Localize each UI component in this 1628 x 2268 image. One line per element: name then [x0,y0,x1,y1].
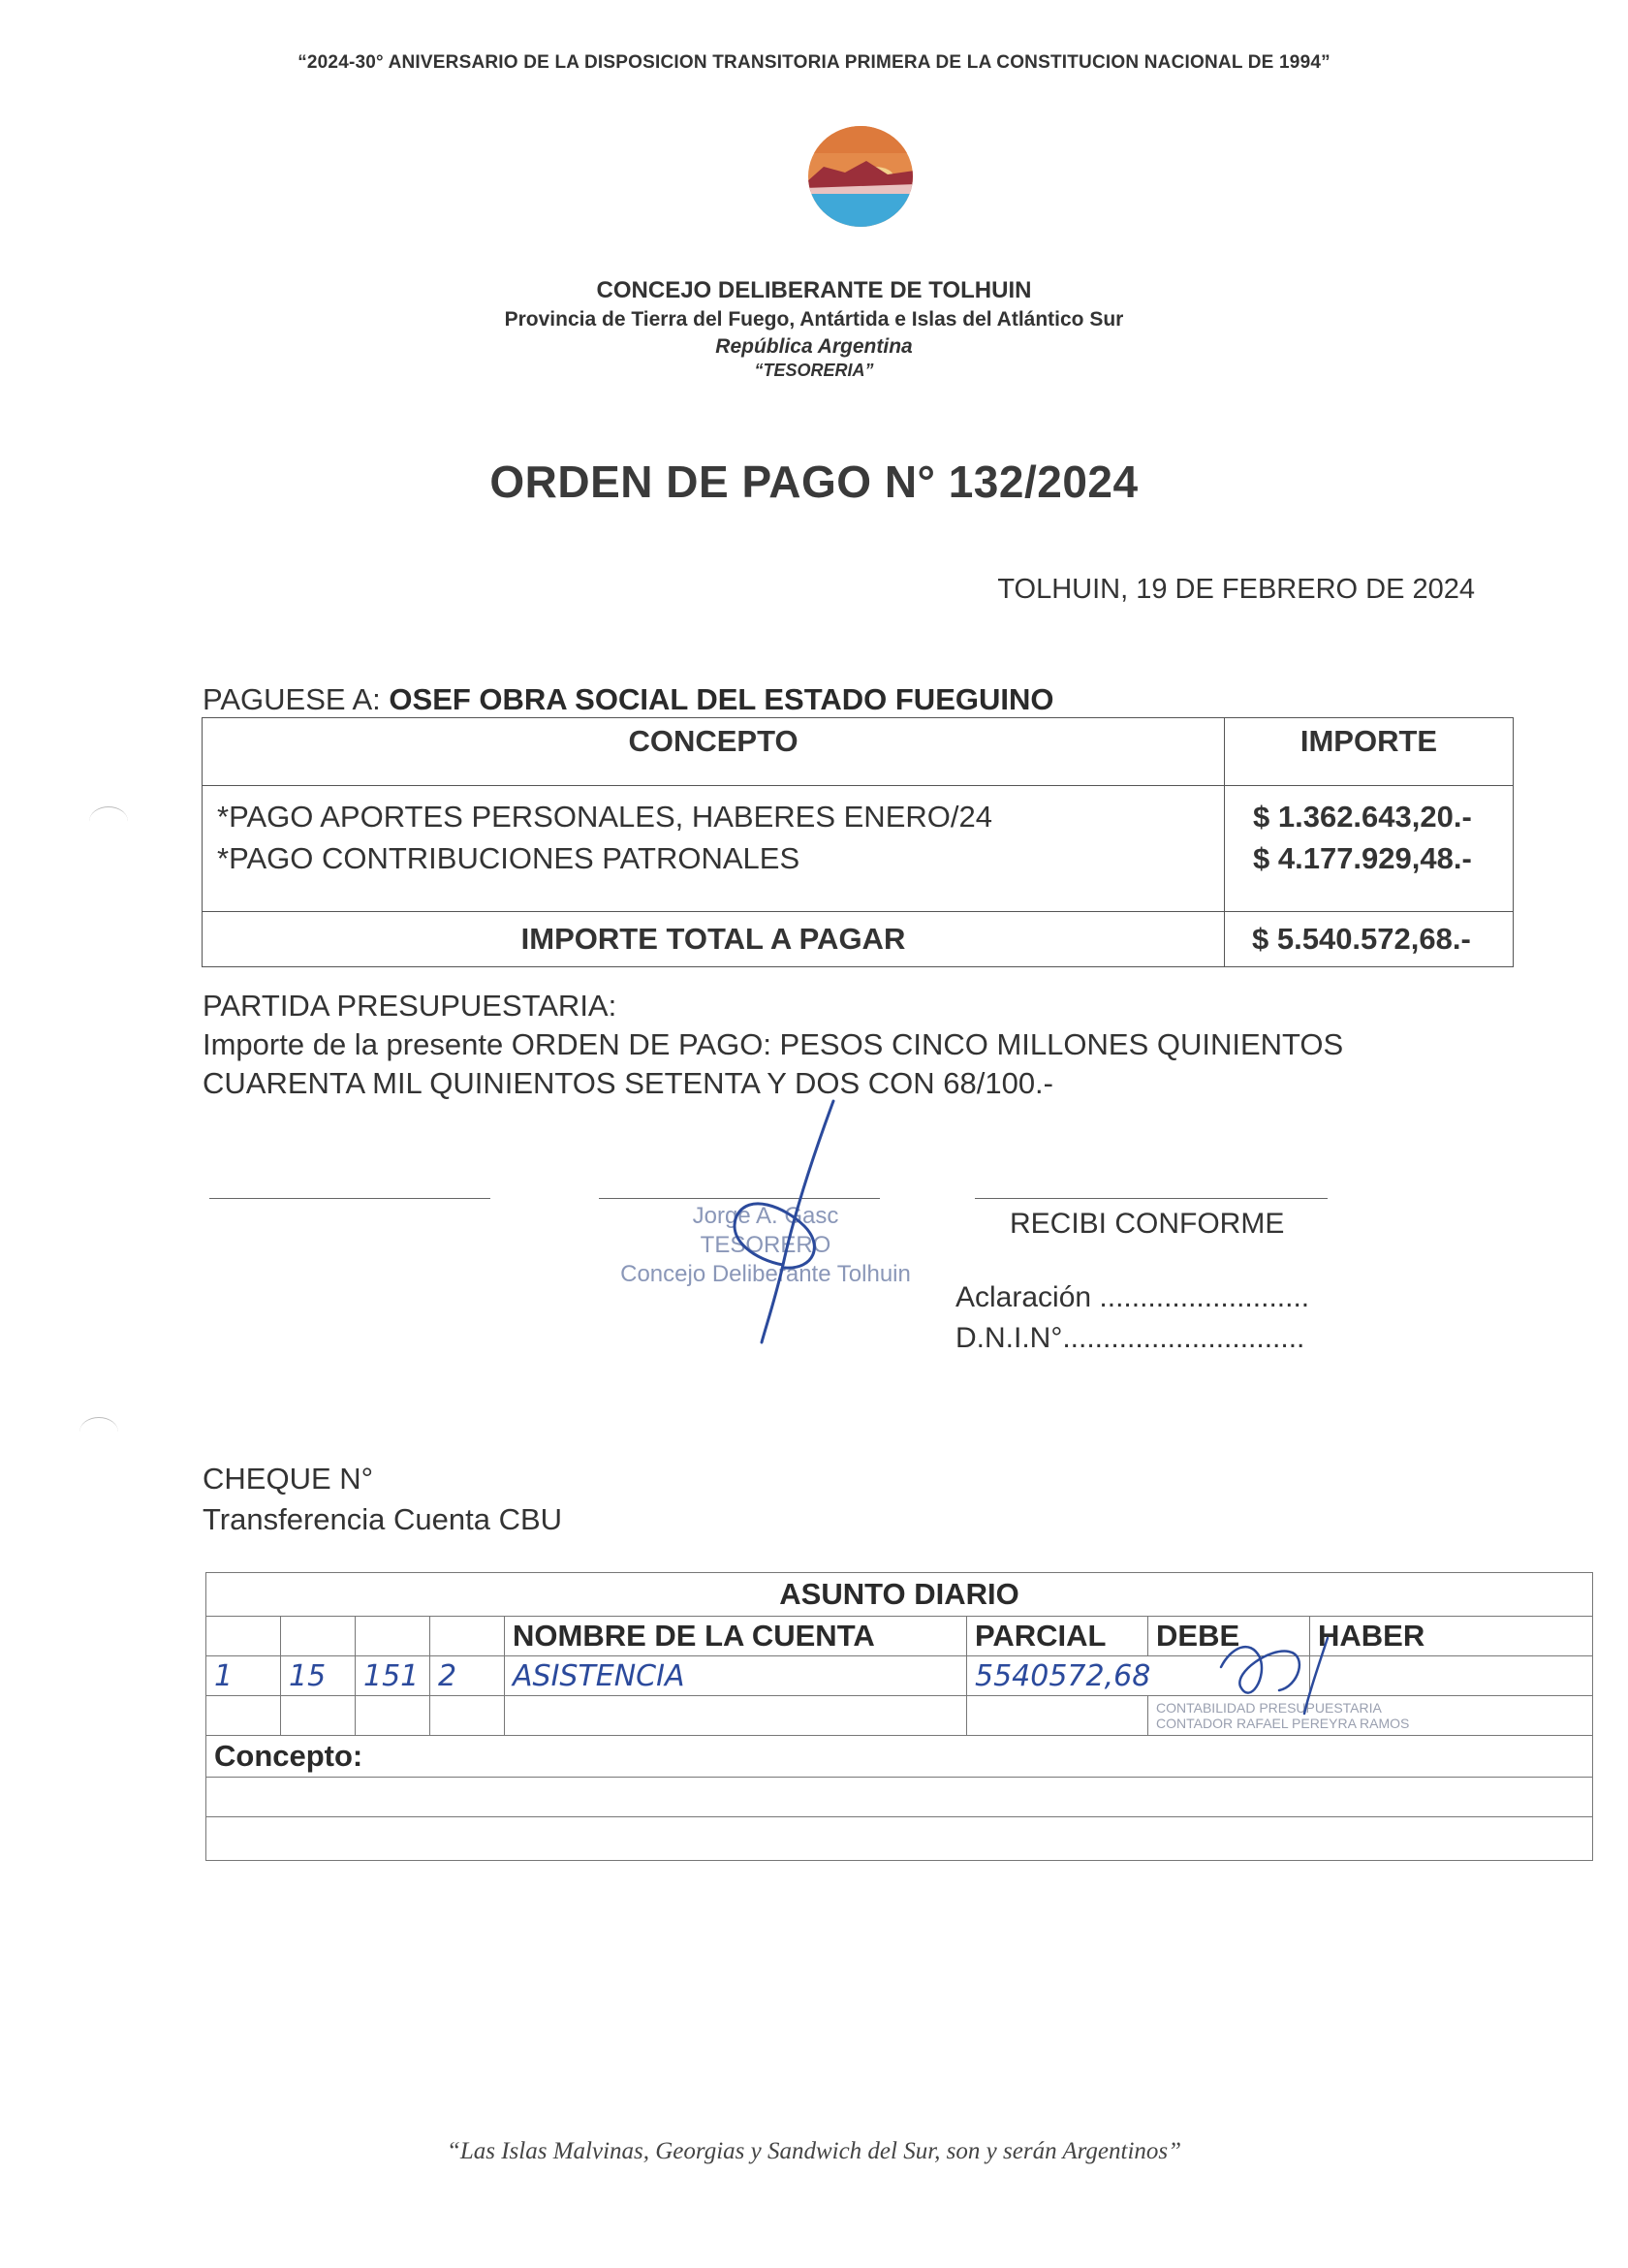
journal-entry-row [206,1696,1593,1736]
footer-slogan: “Las Islas Malvinas, Georgias y Sandwich del Sur, son y serán Argentinos” [446,2138,1182,2164]
debit-header: DEBE [1148,1617,1310,1656]
journal-blank-row [206,1778,1593,1817]
journal-concept-row [206,1736,1593,1778]
concept-cell [203,786,1225,912]
debit-initials-signature [1211,1628,1366,1716]
accounting-stamp-line2: CONTADOR RAFAEL PEREYRA RAMOS [1156,1716,1410,1731]
code-cell [281,1696,356,1736]
order-title: ORDEN DE PAGO N° 132/2024 [489,457,1139,507]
department-name: “TESORERIA” [754,361,874,380]
journal-header-row [206,1617,1593,1656]
code-cell [206,1696,281,1736]
payee-label: PAGUESE A: [203,682,381,716]
anniversary-banner: “2024-30° ANIVERSARIO DE LA DISPOSICION TRANSITORIA PRIMERA DE LA CONSTITUCION NACIONAL DE 1994” [297,52,1331,73]
journal-concept-label: Concepto: [206,1736,1593,1778]
payee-line [203,682,1053,717]
total-row [203,912,1514,967]
amount-cell [1225,786,1514,912]
treasurer-signature [698,1095,853,1347]
republic-name: República Argentina [715,335,913,358]
treasurer-role: TESORERO [700,1232,831,1258]
account-name [505,1696,967,1736]
code-cell: 15 [281,1656,356,1696]
dni-field: D.N.I.N°.............................. [955,1322,1305,1354]
item-concept: *PAGO CONTRIBUCIONES PATRONALES [217,841,800,875]
code-cell [430,1696,505,1736]
payee-name: OSEF OBRA SOCIAL DEL ESTADO FUEGUINO [389,682,1054,716]
code-cell [356,1617,430,1656]
budget-section [203,987,1343,1103]
account-name: ASISTENCIA [505,1656,967,1696]
blank-line [206,1778,1593,1817]
province-name: Provincia de Tierra del Fuego, Antártida e Islas del Atlántico Sur [504,308,1124,331]
receipt-label: RECIBI CONFORME [1010,1208,1285,1240]
code-cell [206,1617,281,1656]
payment-table [202,717,1514,967]
accounting-stamp-line1: CONTABILIDAD PRESUPUESTARIA [1156,1700,1382,1716]
code-cell [430,1617,505,1656]
institution-name: CONCEJO DELIBERANTE DE TOLHUIN [596,277,1032,303]
amount-in-words-line2: CUARENTA MIL QUINIENTOS SETENTA Y DOS CON 68/100.- [203,1066,1053,1100]
journal-title: ASUNTO DIARIO [206,1573,1593,1617]
transfer-method: Transferencia Cuenta CBU [203,1502,563,1536]
blank-line [206,1817,1593,1861]
amount-header: IMPORTE [1225,718,1514,786]
partial-header: PARCIAL [967,1617,1148,1656]
item-concept: *PAGO APORTES PERSONALES, HABERES ENERO/24 [217,800,992,834]
code-cell: 1 [206,1656,281,1696]
clarification-field: Aclaración .......................... [955,1281,1310,1313]
credit-header: HABER [1310,1617,1593,1656]
order-date: TOLHUIN, 19 DE FEBRERO DE 2024 [997,574,1475,605]
code-cell [356,1696,430,1736]
partial-amount: 5540572,68 [967,1656,1310,1696]
punch-hole-mark [79,1417,118,1447]
code-cell [281,1617,356,1656]
concept-header: CONCEPTO [203,718,1225,786]
treasurer-name: Jorge A. Gasc [692,1203,839,1229]
signature-line-receipt [975,1198,1328,1199]
journal-entry-row [206,1656,1593,1696]
payment-table-header [203,718,1514,786]
budget-label: PARTIDA PRESUPUESTARIA: [203,989,617,1023]
code-cell: 2 [430,1656,505,1696]
partial-amount [967,1696,1148,1736]
signature-line-left [209,1198,490,1199]
journal-table [205,1572,1593,1861]
account-header: NOMBRE DE LA CUENTA [505,1617,967,1656]
amount-in-words-line1: Importe de la presente ORDEN DE PAGO: PESOS CINCO MILLONES QUINIENTOS [203,1027,1344,1061]
treasurer-org: Concejo Deliberante Tolhuin [620,1261,911,1287]
item-amount: $ 4.177.929,48.- [1253,841,1472,875]
total-label: IMPORTE TOTAL A PAGAR [203,912,1225,967]
code-cell: 151 [356,1656,430,1696]
total-amount: $ 5.540.572,68.- [1225,912,1514,967]
punch-hole-mark [89,806,128,836]
journal-title-row [206,1573,1593,1617]
council-logo [806,124,915,229]
cheque-number: CHEQUE N° [203,1462,374,1496]
journal-blank-row [206,1817,1593,1861]
item-amount: $ 1.362.643,20.- [1253,800,1472,834]
payment-items [203,786,1514,912]
